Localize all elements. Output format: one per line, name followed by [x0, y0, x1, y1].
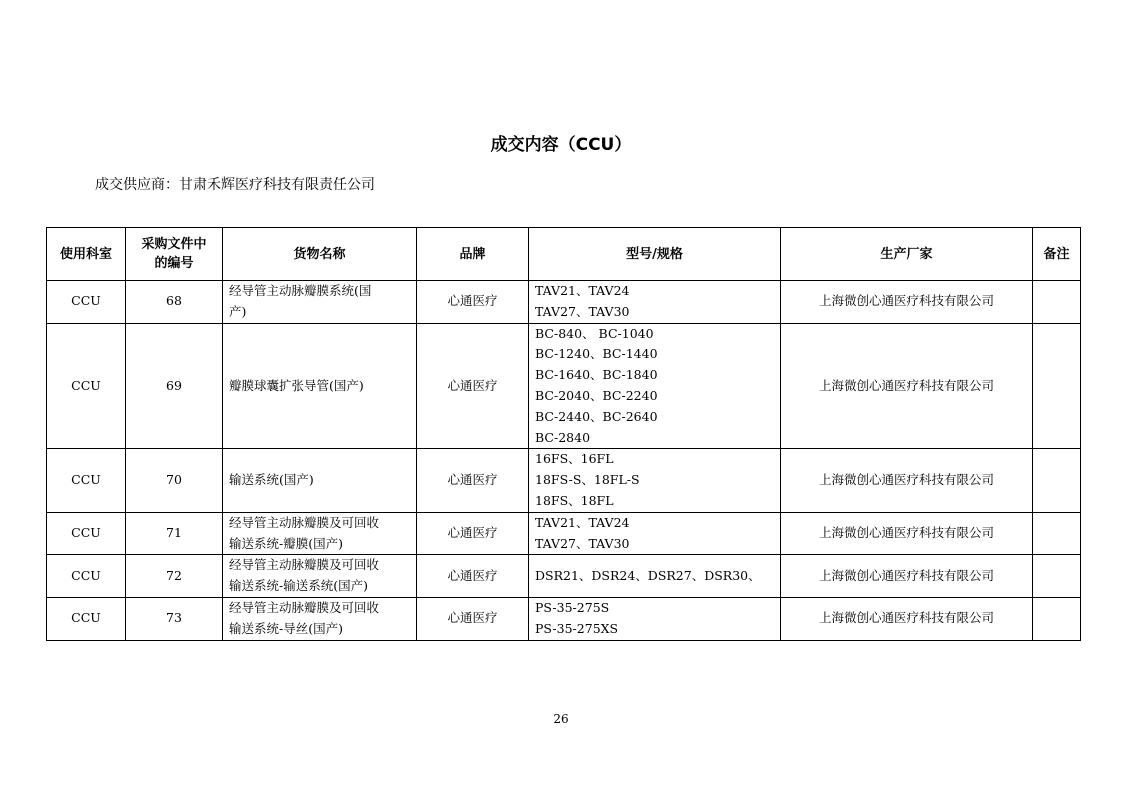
model-spec-line: DSR21、DSR24、DSR27、DSR30、: [535, 567, 761, 583]
goods-name-cell: [223, 555, 417, 598]
brand-cell: 心通医疗: [417, 323, 529, 449]
department-cell: CCU: [47, 555, 126, 598]
goods-table: [46, 227, 1081, 641]
goods-name-line: 输送系统(国产): [229, 472, 314, 488]
model-spec-line: BC-2040、BC-2240: [535, 387, 658, 403]
table-row: [47, 323, 1081, 449]
goods-name-cell: [223, 597, 417, 640]
header-remarks: 备注: [1033, 228, 1081, 281]
supplier-line: 成交供应商：甘肃禾辉医疗科技有限责任公司: [95, 177, 375, 193]
department-cell: CCU: [47, 281, 126, 324]
table-header-row: [47, 228, 1081, 281]
header-model-spec: 型号/规格: [529, 228, 781, 281]
goods-name-cell: [223, 323, 417, 449]
doc-number-cell: 72: [126, 555, 223, 598]
model-spec-cell: [529, 512, 781, 555]
model-spec-cell: [529, 281, 781, 324]
manufacturer-cell: 上海微创心通医疗科技有限公司: [781, 323, 1033, 449]
goods-name-line: 经导管主动脉瓣膜及可回收: [229, 557, 380, 573]
manufacturer-cell: 上海微创心通医疗科技有限公司: [781, 512, 1033, 555]
remarks-cell: [1033, 449, 1081, 512]
manufacturer-cell: 上海微创心通医疗科技有限公司: [781, 281, 1033, 324]
model-spec-line: PS-35-275XS: [535, 620, 619, 636]
model-spec-line: TAV27、TAV30: [535, 535, 630, 551]
manufacturer-cell: 上海微创心通医疗科技有限公司: [781, 555, 1033, 598]
goods-name-line: 输送系统-导丝(国产): [229, 620, 343, 636]
model-spec-line: 18FS-S、18FL-S: [535, 472, 640, 488]
header-manufacturer: 生产厂家: [781, 228, 1033, 281]
manufacturer-cell: 上海微创心通医疗科技有限公司: [781, 597, 1033, 640]
model-spec-line: TAV21、TAV24: [535, 514, 630, 530]
brand-cell: 心通医疗: [417, 597, 529, 640]
remarks-cell: [1033, 555, 1081, 598]
doc-number-cell: 71: [126, 512, 223, 555]
table-row: [47, 449, 1081, 512]
model-spec-cell: [529, 323, 781, 449]
model-spec-line: 16FS、16FL: [535, 451, 614, 467]
department-cell: CCU: [47, 597, 126, 640]
header-goods-name: 货物名称: [223, 228, 417, 281]
doc-number-cell: 73: [126, 597, 223, 640]
goods-name-line: 产): [229, 303, 247, 319]
page-number: 26: [553, 712, 569, 726]
department-cell: CCU: [47, 449, 126, 512]
table-row: [47, 555, 1081, 598]
goods-name-line: 经导管主动脉瓣膜及可回收: [229, 599, 380, 615]
brand-cell: 心通医疗: [417, 512, 529, 555]
page-title: 成交内容（CCU）: [490, 135, 632, 155]
table-row: [47, 512, 1081, 555]
model-spec-cell: [529, 449, 781, 512]
doc-number-cell: 68: [126, 281, 223, 324]
doc-number-cell: 70: [126, 449, 223, 512]
header-doc-number: [126, 228, 223, 281]
goods-name-cell: [223, 449, 417, 512]
model-spec-line: BC-2440、BC-2640: [535, 408, 658, 424]
remarks-cell: [1033, 281, 1081, 324]
remarks-cell: [1033, 597, 1081, 640]
manufacturer-cell: 上海微创心通医疗科技有限公司: [781, 449, 1033, 512]
goods-name-line: 瓣膜球囊扩张导管(国产): [229, 377, 364, 393]
table-row: [47, 597, 1081, 640]
brand-cell: 心通医疗: [417, 449, 529, 512]
model-spec-line: BC-1640、BC-1840: [535, 367, 658, 383]
goods-name-line: 经导管主动脉瓣膜系统(国: [229, 283, 372, 298]
header-brand: 品牌: [417, 228, 529, 281]
doc-number-cell: 69: [126, 323, 223, 449]
model-spec-line: BC-840、 BC-1040: [535, 325, 654, 341]
remarks-cell: [1033, 512, 1081, 555]
goods-name-cell: [223, 512, 417, 555]
header-doc-number-line2: 的编号: [154, 256, 194, 271]
brand-cell: 心通医疗: [417, 555, 529, 598]
model-spec-line: BC-1240、BC-1440: [535, 346, 658, 362]
model-spec-cell: [529, 597, 781, 640]
model-spec-line: BC-2840: [535, 429, 591, 445]
goods-name-line: 输送系统-输送系统(国产): [229, 578, 368, 594]
goods-name-cell: [223, 281, 417, 324]
remarks-cell: [1033, 323, 1081, 449]
table-body: [47, 281, 1081, 641]
header-department: 使用科室: [47, 228, 126, 281]
goods-name-line: 输送系统-瓣膜(国产): [229, 535, 343, 551]
header-doc-number-line1: 采购文件中: [141, 237, 207, 252]
department-cell: CCU: [47, 512, 126, 555]
model-spec-line: 18FS、18FL: [535, 492, 614, 508]
model-spec-cell: [529, 555, 781, 598]
table-row: [47, 281, 1081, 324]
model-spec-line: PS-35-275S: [535, 599, 610, 615]
department-cell: CCU: [47, 323, 126, 449]
brand-cell: 心通医疗: [417, 281, 529, 324]
model-spec-line: TAV21、TAV24: [535, 283, 630, 298]
goods-name-line: 经导管主动脉瓣膜及可回收: [229, 514, 380, 530]
model-spec-line: TAV27、TAV30: [535, 303, 630, 319]
